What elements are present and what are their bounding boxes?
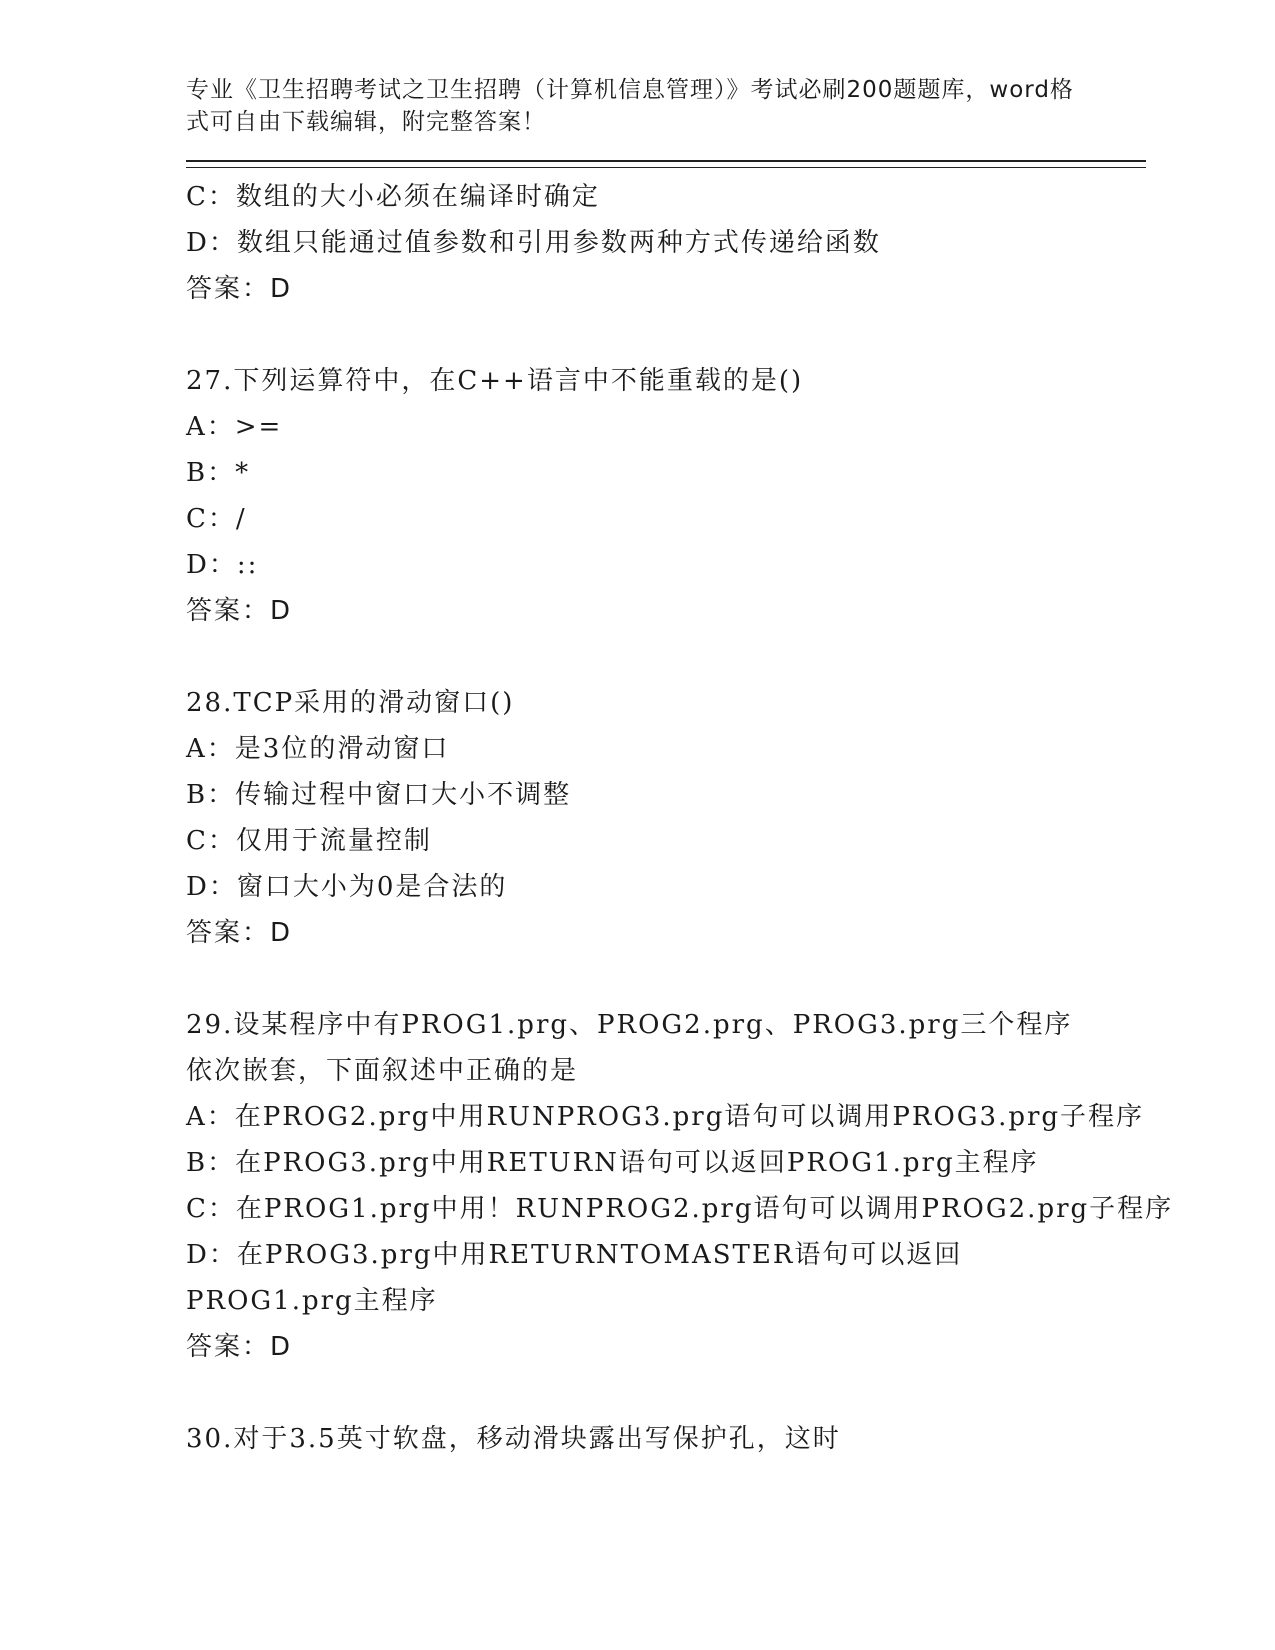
question-stem: 27.下列运算符中，在C++语言中不能重载的是(): [186, 366, 804, 396]
option-line: C：/: [186, 504, 247, 534]
option-line: D：在PROG3.prg中用RETURNTOMASTER语句可以返回PROG1.prg主程序: [186, 1240, 963, 1316]
option-line: B：*: [186, 458, 251, 488]
spacer: [186, 312, 1146, 358]
answer-line: 答案：D: [186, 1332, 293, 1362]
answer-line: 答案：D: [186, 274, 293, 304]
option-line: A：>=: [186, 412, 283, 442]
option-line: D：窗口大小为0是合法的: [186, 872, 508, 902]
question-stem: 28.TCP采用的滑动窗口(): [186, 688, 515, 718]
option-line: C：在PROG1.prg中用！RUNPROG2.prg语句可以调用PROG2.prg子程序: [186, 1194, 1174, 1224]
option-line: A：在PROG2.prg中用RUNPROG3.prg语句可以调用PROG3.prg子程序: [186, 1102, 1145, 1132]
answer-line: 答案：D: [186, 596, 293, 626]
option-line: B：在PROG3.prg中用RETURN语句可以返回PROG1.prg主程序: [186, 1148, 1039, 1178]
spacer: [186, 1370, 1146, 1416]
option-line: A：是3位的滑动窗口: [186, 734, 450, 764]
header-divider: [186, 160, 1146, 168]
document-header: 专业《卫生招聘考试之卫生招聘（计算机信息管理）》考试必刷200题题库，word格式可自由下载编辑，附完整答案！: [186, 77, 1074, 135]
option-line: D：数组只能通过值参数和引用参数两种方式传递给函数: [186, 228, 881, 258]
spacer: [186, 634, 1146, 680]
answer-line: 答案：D: [186, 918, 293, 948]
question-stem: 30.对于3.5英寸软盘，移动滑块露出写保护孔，这时: [186, 1424, 841, 1454]
spacer: [186, 956, 1146, 1002]
document-page: [186, 74, 1174, 1462]
option-line: D：::: [186, 550, 259, 580]
question-list: [186, 174, 1174, 1462]
option-line: B：传输过程中窗口大小不调整: [186, 780, 572, 810]
option-line: C：数组的大小必须在编译时确定: [186, 182, 600, 212]
option-line: C：仅用于流量控制: [186, 826, 432, 856]
question-stem: 29.设某程序中有PROG1.prg、PROG2.prg、PROG3.prg三个程序依次嵌套，下面叙述中正确的是: [186, 1010, 1073, 1086]
